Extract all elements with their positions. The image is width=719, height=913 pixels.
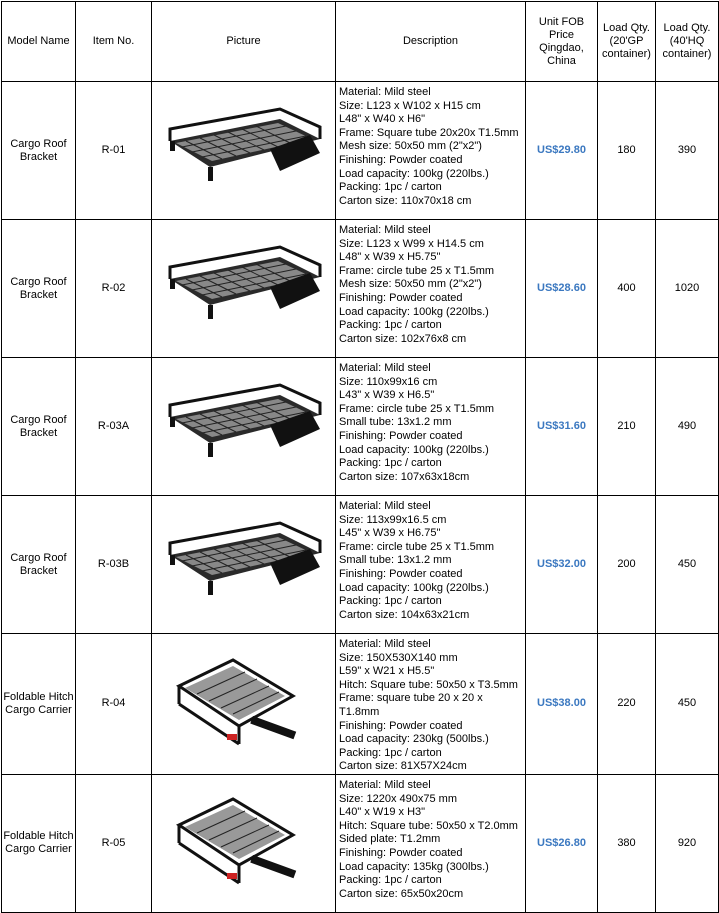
model-name-cell: Cargo Roof Bracket [2, 82, 76, 220]
price-cell: US$32.00 [526, 496, 598, 634]
description-line: Material: Mild steel [339, 500, 431, 512]
qty40-cell: 450 [656, 634, 719, 775]
description-cell [336, 496, 526, 634]
description-line: Frame: Square tube 20x20x T1.5mm [339, 126, 519, 139]
description-line: Finishing: Powder coated [339, 291, 463, 304]
description-line: Finishing: Powder coated [339, 567, 463, 580]
price-cell: US$26.80 [526, 774, 598, 912]
model-name-cell: Cargo Roof Bracket [2, 220, 76, 358]
table-row [2, 496, 719, 634]
qty20-cell: 220 [598, 634, 656, 775]
table-row [2, 358, 719, 496]
description-cell [336, 82, 526, 220]
description-line: Carton size: 107x63x18cm [339, 470, 470, 483]
model-name-cell: Cargo Roof Bracket [2, 358, 76, 496]
description-line: Packing: 1pc / carton [339, 319, 442, 332]
description-line: Mesh size: 50x50 mm (2"x2") [339, 140, 482, 153]
description-line: Finishing: Powder coated [339, 153, 463, 166]
description-line: Load capacity: 100kg (220lbs.) [339, 581, 489, 594]
picture-cell [152, 82, 336, 220]
table-row [2, 82, 719, 220]
description-line: L40" x W19 x H3" [339, 806, 426, 819]
description-line: Carton size: 81X57X24cm [339, 760, 467, 773]
description-line: Small tube: 13x1.2 mm [339, 554, 452, 567]
item-no-cell: R-03A [76, 358, 152, 496]
description-line: Frame: circle tube 25 x T1.5mm [339, 402, 495, 415]
qty40-cell: 920 [656, 774, 719, 912]
header-picture: Picture [152, 2, 336, 82]
description-line: Size: L123 x W102 x H15 cm [339, 99, 481, 112]
qty20-cell: 380 [598, 774, 656, 912]
qty20-cell: 200 [598, 496, 656, 634]
picture-cell [152, 358, 336, 496]
description-line: Packing: 1pc / carton [339, 181, 442, 194]
roof-basket-icon [152, 377, 335, 477]
description-line: Size: 150X530X140 mm [339, 651, 458, 664]
description-line: Finishing: Powder coated [339, 719, 463, 732]
price-cell: US$28.60 [526, 220, 598, 358]
description-line: Load capacity: 100kg (220lbs.) [339, 305, 489, 318]
header-description: Description [336, 2, 526, 82]
model-name-cell: Foldable Hitch Cargo Carrier [2, 634, 76, 775]
description-line: Load capacity: 230kg (500lbs.) [339, 733, 489, 746]
description-line: Sided plate: T1.2mm [339, 833, 441, 846]
description-line: Packing: 1pc / carton [339, 595, 442, 608]
description-line: Size: 110x99x16 cm [339, 375, 438, 388]
roof-basket-icon [152, 515, 335, 615]
description-line: Hitch: Square tube: 50x50 x T2.0mm [339, 819, 518, 832]
price-cell: US$29.80 [526, 82, 598, 220]
hitch-carrier-icon [152, 646, 335, 762]
table-row [2, 634, 719, 775]
qty20-cell: 180 [598, 82, 656, 220]
model-name-cell: Foldable Hitch Cargo Carrier [2, 774, 76, 912]
header-qty40: Load Qty. (40'HQ container) [656, 2, 719, 82]
item-no-cell: R-05 [76, 774, 152, 912]
description-line: Mesh size: 50x50 mm (2"x2") [339, 278, 482, 291]
description-line: Packing: 1pc / carton [339, 874, 442, 887]
qty40-cell: 1020 [656, 220, 719, 358]
description-line: Carton size: 104x63x21cm [339, 608, 470, 621]
description-line: Size: L123 x W99 x H14.5 cm [339, 237, 484, 250]
qty40-cell: 390 [656, 82, 719, 220]
description-line: L48" x W39 x H5.75" [339, 251, 441, 264]
description-line: L48" x W40 x H6" [339, 113, 426, 126]
header-item-no: Item No. [76, 2, 152, 82]
description-line: Carton size: 102x76x8 cm [339, 332, 467, 345]
qty20-cell: 400 [598, 220, 656, 358]
description-line: Material: Mild steel [339, 778, 431, 791]
description-line: Carton size: 110x70x18 cm [339, 194, 472, 207]
description-cell [336, 358, 526, 496]
description-line: Hitch: Square tube: 50x50 x T3.5mm [339, 678, 518, 691]
product-table [1, 1, 719, 913]
roof-basket-icon [152, 239, 335, 339]
qty40-cell: 450 [656, 496, 719, 634]
description-line: Load capacity: 100kg (220lbs.) [339, 443, 489, 456]
description-line: Load capacity: 135kg (300lbs.) [339, 860, 489, 873]
description-line: Small tube: 13x1.2 mm [339, 416, 452, 429]
item-no-cell: R-04 [76, 634, 152, 775]
model-name-cell: Cargo Roof Bracket [2, 496, 76, 634]
price-cell: US$31.60 [526, 358, 598, 496]
header-row [2, 2, 719, 82]
hitch-carrier-icon [152, 785, 335, 901]
description-line: Packing: 1pc / carton [339, 746, 442, 759]
picture-cell [152, 220, 336, 358]
description-line: Load capacity: 100kg (220lbs.) [339, 167, 489, 180]
description-line: Material: Mild steel [339, 362, 431, 374]
description-line: Material: Mild steel [339, 86, 431, 98]
picture-cell [152, 634, 336, 775]
header-price: Unit FOB Price Qingdao, China [526, 2, 598, 82]
description-line: L59" x W21 x H5.5" [339, 665, 435, 678]
table-row [2, 220, 719, 358]
header-model-name: Model Name [2, 2, 76, 82]
qty40-cell: 490 [656, 358, 719, 496]
description-cell [336, 220, 526, 358]
item-no-cell: R-01 [76, 82, 152, 220]
description-line: Packing: 1pc / carton [339, 457, 442, 470]
roof-basket-icon [152, 101, 335, 201]
qty20-cell: 210 [598, 358, 656, 496]
description-line: Frame: circle tube 25 x T1.5mm [339, 264, 495, 277]
description-line: L43" x W39 x H6.5" [339, 389, 435, 402]
description-line: Finishing: Powder coated [339, 846, 463, 859]
description-line: Frame: square tube 20 x 20 x T1.8mm [339, 692, 483, 718]
description-line: Finishing: Powder coated [339, 429, 463, 442]
description-line: Frame: circle tube 25 x T1.5mm [339, 540, 495, 553]
picture-cell [152, 496, 336, 634]
description-cell [336, 634, 526, 775]
description-line: L45" x W39 x H6.75" [339, 527, 441, 540]
description-line: Size: 1220x 490x75 mm [339, 792, 458, 805]
price-cell: US$38.00 [526, 634, 598, 775]
item-no-cell: R-03B [76, 496, 152, 634]
description-line: Material: Mild steel [339, 638, 431, 650]
description-line: Material: Mild steel [339, 224, 431, 236]
description-line: Size: 113x99x16.5 cm [339, 513, 447, 526]
item-no-cell: R-02 [76, 220, 152, 358]
header-qty20: Load Qty. (20'GP container) [598, 2, 656, 82]
description-line: Carton size: 65x50x20cm [339, 887, 464, 900]
